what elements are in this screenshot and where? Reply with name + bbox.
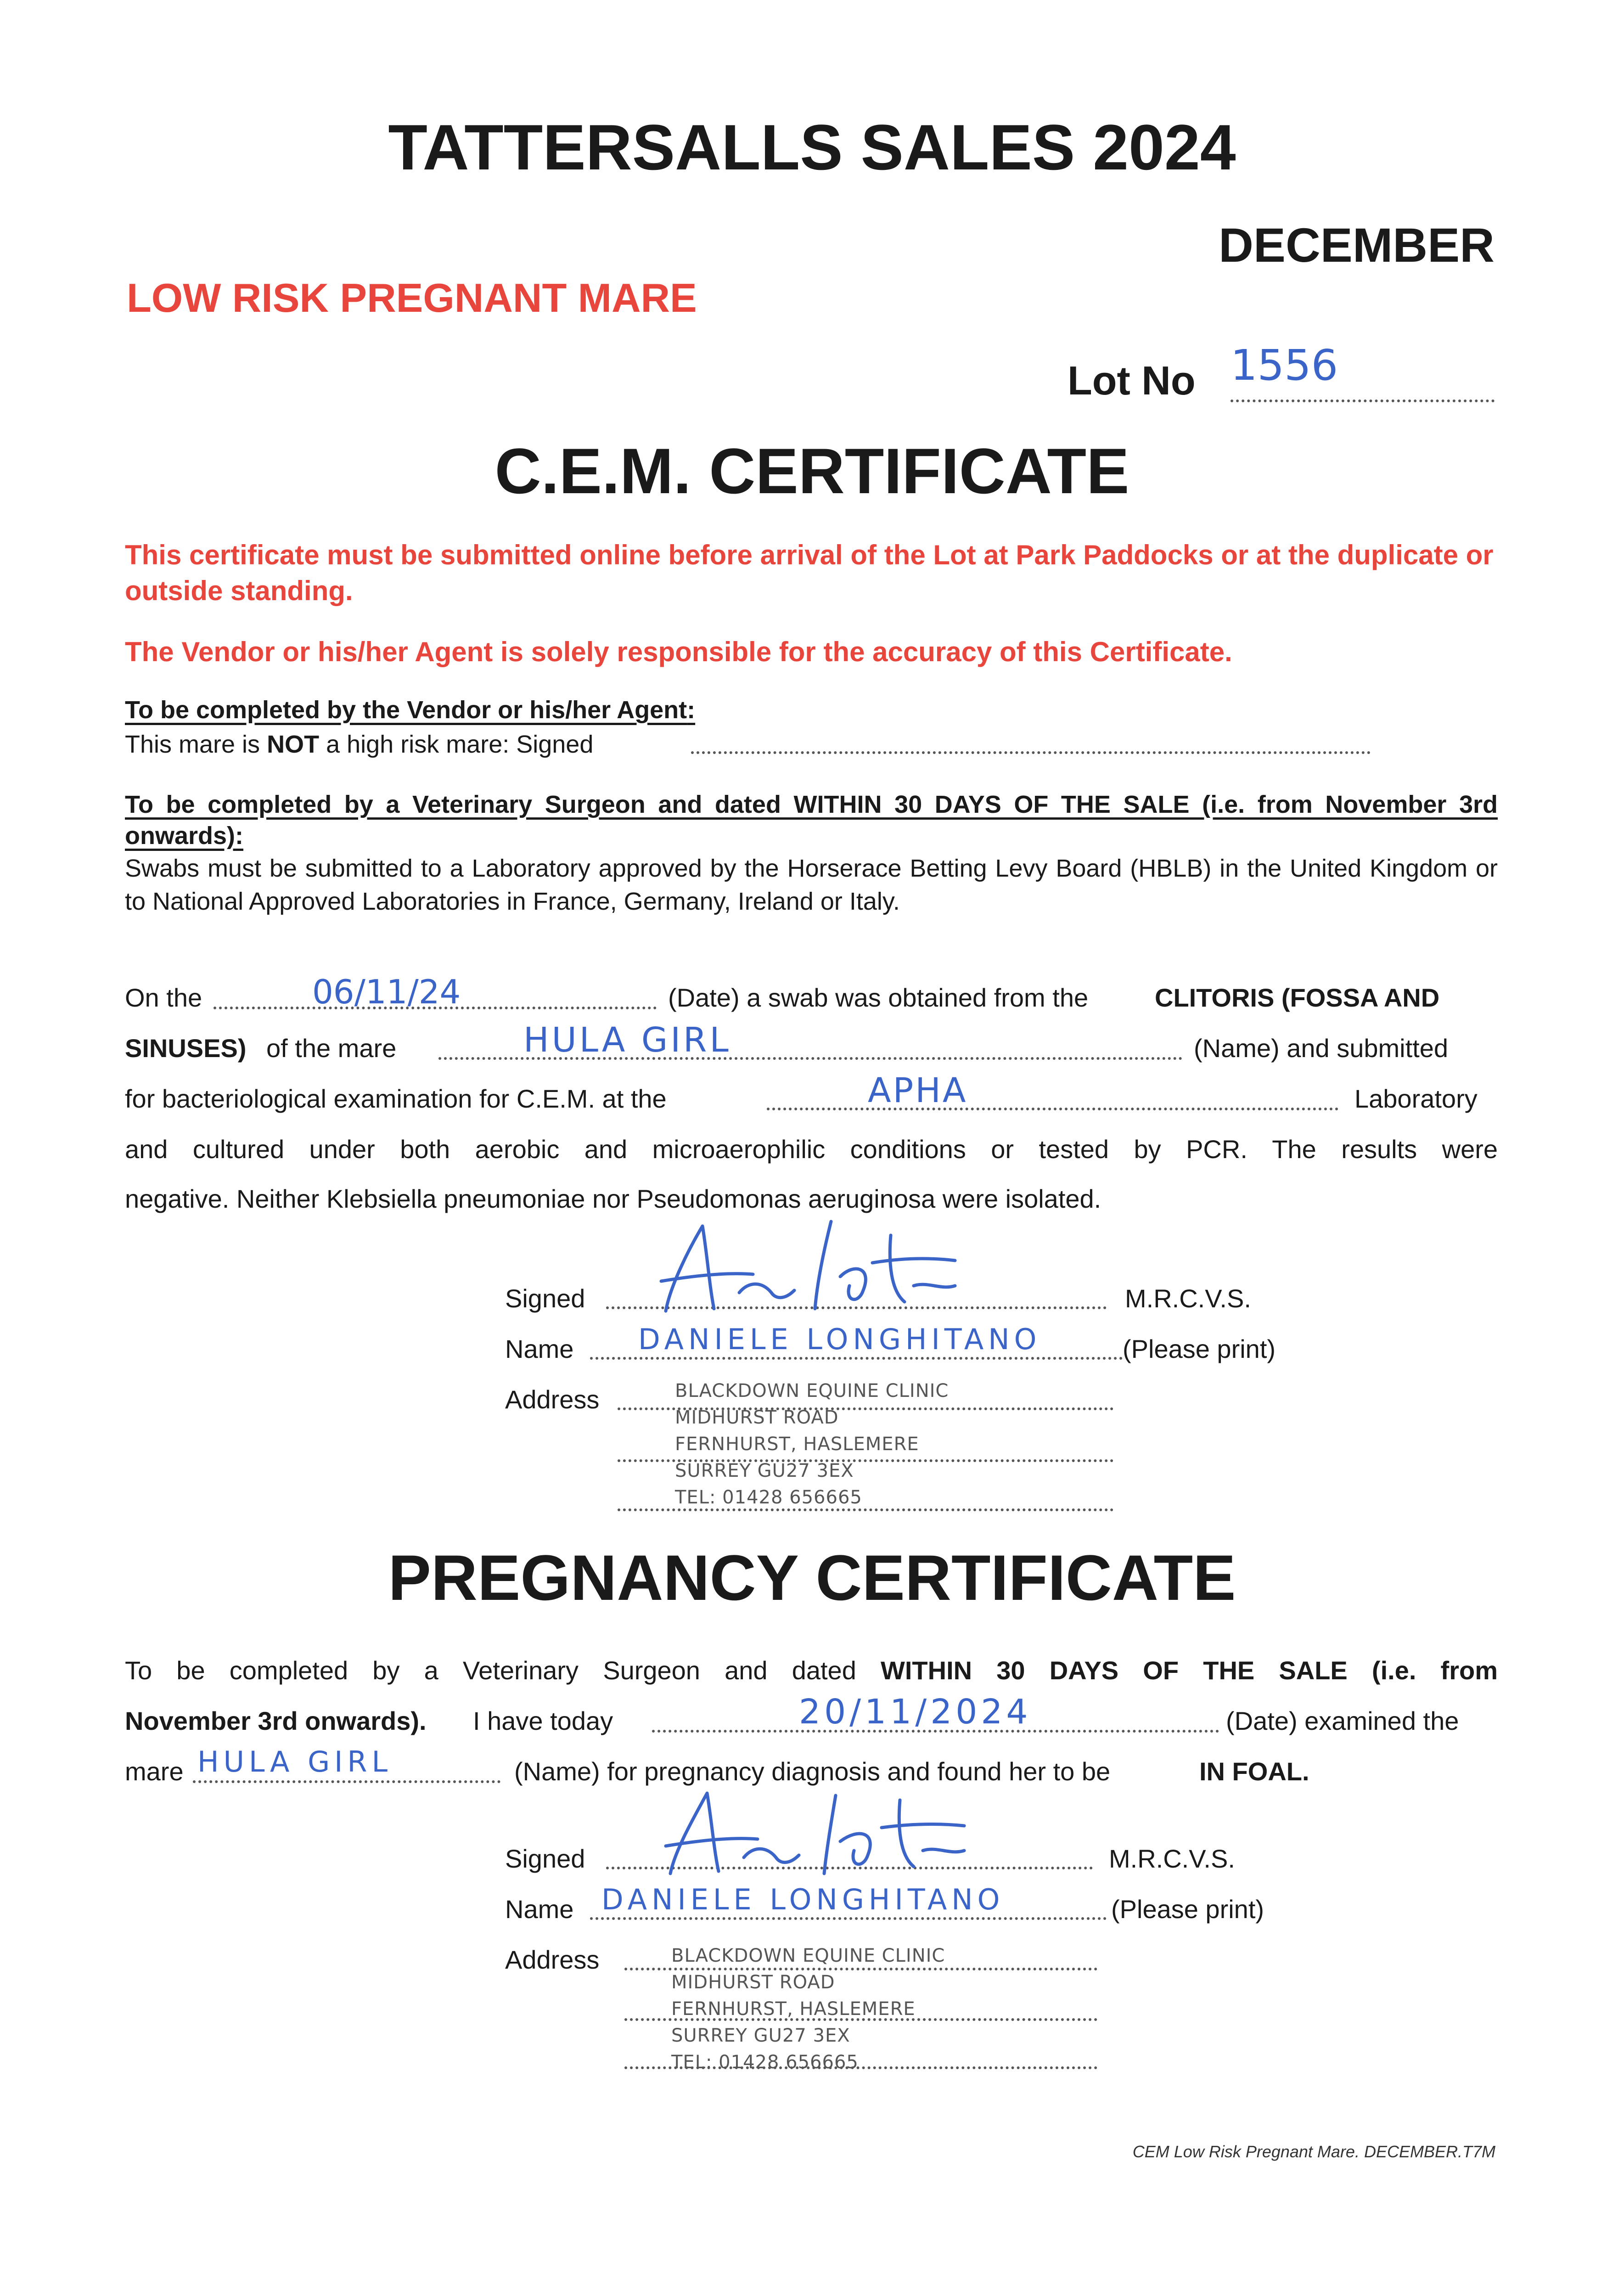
preg-address-stamp (671, 1942, 945, 2076)
document-title: TATTERSALLS SALES 2024 (388, 111, 1236, 183)
pregnancy-line-2-post: (Date) examined the (1226, 1706, 1459, 1735)
pregnancy-line-1: To be completed by a Veterinary Surgeon and dated WITHIN 30 DAYS OF THE SALE (i.e. from (125, 1656, 1498, 1685)
footer-reference: CEM Low Risk Pregnant Mare. DECEMBER.T7M (1132, 2142, 1495, 2161)
category-label: LOW RISK PREGNANT MARE (127, 275, 697, 321)
cem-vet-name-field[interactable] (590, 1357, 1123, 1360)
for-exam-label: for bacteriological examination for C.E.M. at the (125, 1084, 667, 1113)
pregnancy-mare-name-field[interactable] (193, 1780, 500, 1783)
on-the-label: On the (125, 983, 202, 1012)
cem-mrcvs: M.R.C.V.S. (1125, 1284, 1251, 1313)
of-the-mare-label: of the mare (266, 1034, 397, 1063)
negative-text: negative. Neither Klebsiella pneumoniae nor Pseudomonas aeruginosa were isolated. (125, 1184, 1101, 1213)
swabs-instructions: Swabs must be submitted to a Laboratory approved by the Horserace Betting Levy Board (HBLB) in the United Kingdom or to National Approved Laboratories in France, Germany, Ireland or Italy. (125, 855, 1498, 915)
preg-vet-signature (643, 1782, 1019, 1883)
stamp-line: SURREY GU27 3EX (671, 2025, 850, 2046)
cem-vet-signature (634, 1212, 1038, 1322)
cem-vet-name: DANIELE LONGHITANO (638, 1322, 1041, 1356)
laboratory-field[interactable] (767, 1108, 1338, 1110)
vendor-heading: To be completed by the Vendor or his/her Agent: (125, 696, 696, 724)
vendor-statement: This mare is NOT a high risk mare: Signed (125, 731, 594, 758)
vendor-signature-field[interactable] (691, 751, 1371, 754)
stamp-line: BLACKDOWN EQUINE CLINIC (671, 1945, 945, 1966)
stamp-line: FERNHURST, HASLEMERE (671, 1998, 916, 2020)
mare-label: mare (125, 1757, 184, 1786)
stamp-line: MIDHURST ROAD (671, 1972, 835, 1993)
pregnancy-line-2-bold: November 3rd onwards). (125, 1706, 427, 1735)
lot-label: Lot No (1068, 358, 1196, 403)
swab-site-2: SINUSES) (125, 1034, 247, 1063)
stamp-line: FERNHURST, HASLEMERE (675, 1434, 919, 1455)
preg-mrcvs: M.R.C.V.S. (1109, 1844, 1235, 1873)
sale-month: DECEMBER (1219, 219, 1495, 272)
preg-please-print: (Please print) (1111, 1895, 1264, 1924)
stamp-line: TEL: 01428 656665 (675, 1487, 862, 1508)
laboratory-name: APHA (868, 1071, 968, 1110)
responsibility-notice: The Vendor or his/her Agent is solely responsible for the accuracy of this Certificate. (125, 636, 1232, 667)
submission-notice: This certificate must be submitted online before arrival of the Lot at Park Paddocks or at the duplicate or outside standing. (125, 540, 1494, 606)
in-foal-result: IN FOAL. (1199, 1757, 1309, 1786)
pregnancy-title: PREGNANCY CERTIFICATE (388, 1542, 1236, 1614)
cultured-text: and cultured under both aerobic and microaerophilic conditions or tested by PCR. The results were (125, 1135, 1498, 1164)
swab-date: 06/11/24 (312, 973, 461, 1011)
swab-site-1: CLITORIS (FOSSA AND (1155, 983, 1440, 1012)
pregnancy-line-2-pre: I have today (473, 1706, 613, 1735)
stamp-line: SURREY GU27 3EX (675, 1460, 854, 1481)
mare-name: HULA GIRL (523, 1020, 731, 1060)
stamp-line: TEL: 01428 656665 (671, 2052, 859, 2073)
preg-vet-name-field[interactable] (590, 1917, 1107, 1920)
cem-title: C.E.M. CERTIFICATE (495, 435, 1129, 507)
lot-number: 1556 (1231, 341, 1338, 390)
pregnancy-mare-name: HULA GIRL (197, 1745, 393, 1778)
cem-please-print: (Please print) (1123, 1334, 1276, 1363)
preg-signed-label: Signed (505, 1844, 585, 1873)
laboratory-label: Laboratory (1354, 1084, 1478, 1113)
pregnancy-line-3-post: (Name) for pregnancy diagnosis and found her to be (514, 1757, 1111, 1786)
preg-address-label: Address (505, 1945, 600, 1974)
cem-signed-label: Signed (505, 1284, 585, 1313)
name-submitted-label: (Name) and submitted (1194, 1034, 1449, 1063)
stamp-line: MIDHURST ROAD (675, 1407, 839, 1428)
cem-name-label: Name (505, 1334, 574, 1363)
cem-address-stamp (675, 1378, 949, 1511)
preg-name-label: Name (505, 1895, 574, 1924)
exam-date: 20/11/2024 (799, 1692, 1032, 1732)
preg-vet-name: DANIELE LONGHITANO (601, 1883, 1005, 1916)
swab-date-suffix: (Date) a swab was obtained from the (668, 983, 1089, 1012)
vet-heading: To be completed by a Veterinary Surgeon and dated WITHIN 30 DAYS OF THE SALE (i.e. from November 3rd onwards): (125, 791, 1498, 850)
stamp-line: BLACKDOWN EQUINE CLINIC (675, 1380, 949, 1401)
cem-address-label: Address (505, 1385, 600, 1414)
